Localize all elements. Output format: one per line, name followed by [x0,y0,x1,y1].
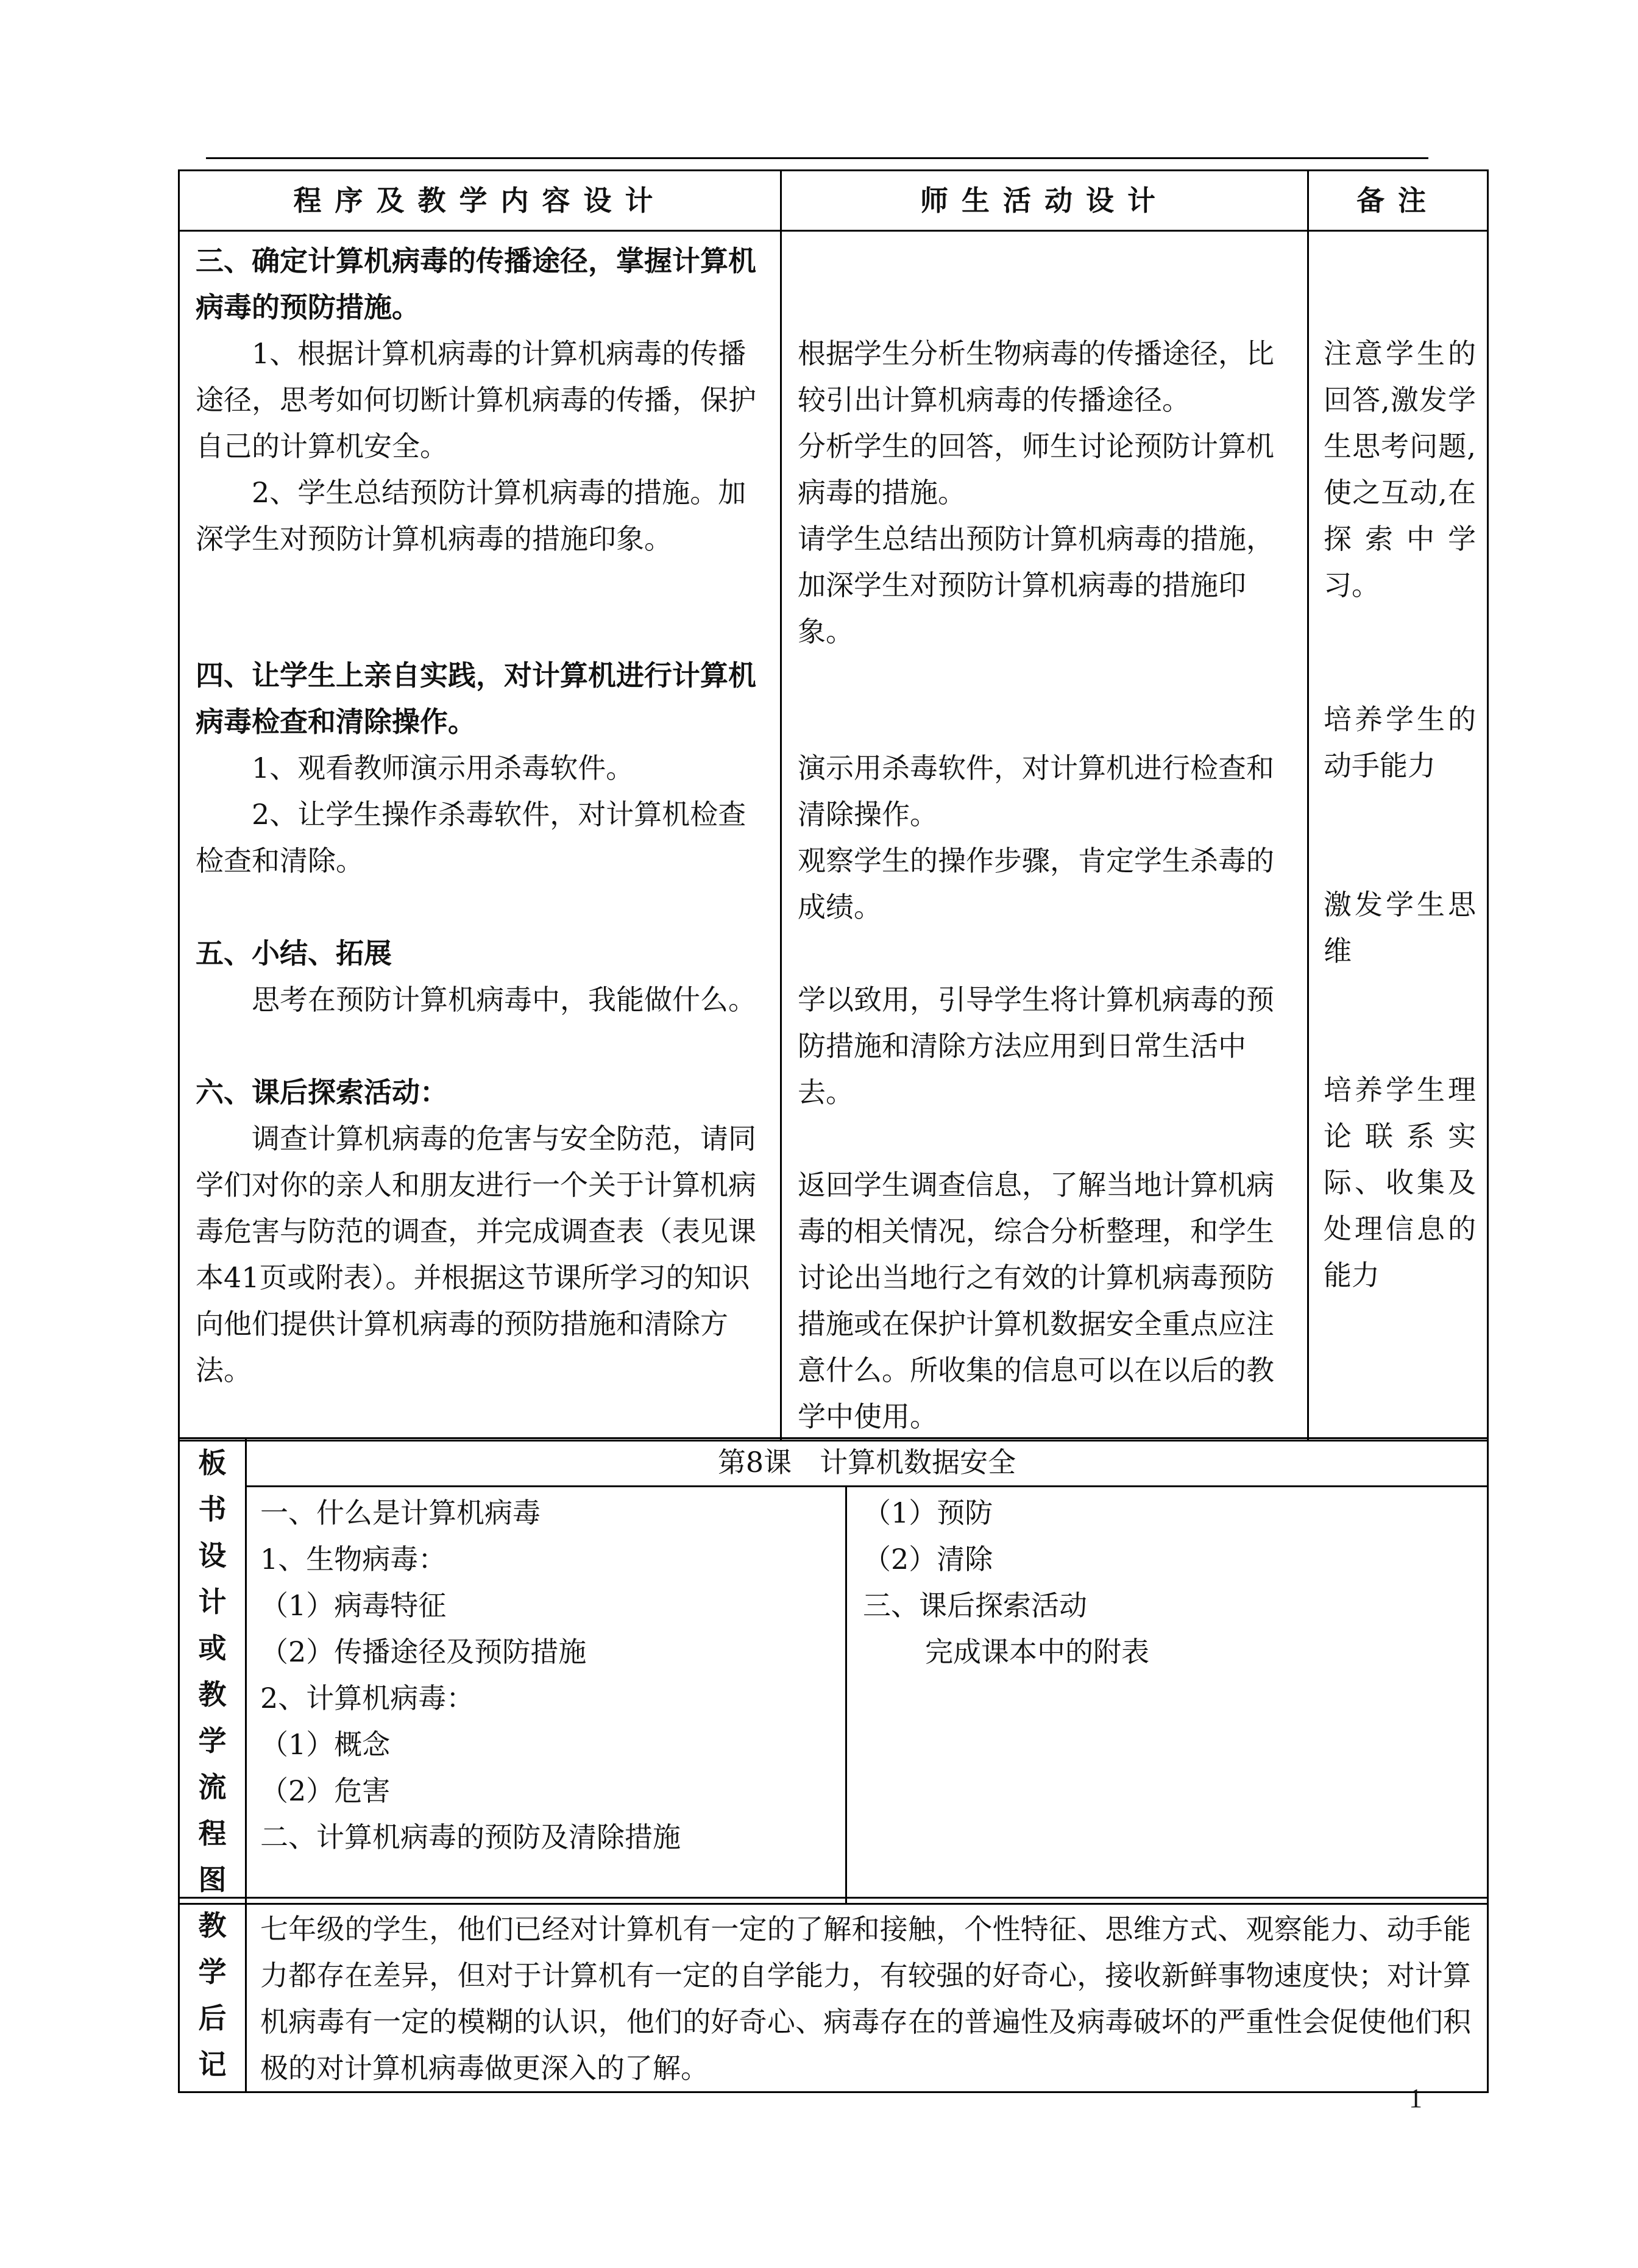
content-design-cell [179,231,781,1441]
section-title: 五、小结、拓展 [196,937,392,970]
board-label-text: 板书设计或教学流程图 [198,1446,227,1896]
afterword-row [179,1898,1488,2092]
board-line: 二、计算机病毒的预防及清除措施 [260,1821,681,1854]
board-title: 第8课 计算机数据安全 [246,1438,1488,1487]
afterword-label [179,1898,246,2092]
board-left-cell [246,1487,846,1904]
section-title: 四、让学生上亲自实践，对计算机进行计算机病毒检查和清除操作。 [196,659,756,738]
board-right-cell [846,1487,1488,1904]
activity-design-cell [781,231,1308,1441]
note-text: 激发学生思维 [1324,888,1476,967]
board-line: 三、课后探索活动 [863,1589,1087,1622]
section-item: 思考在预防计算机病毒中，我能做什么。 [252,983,756,1016]
activity-text: 学以致用，引导学生将计算机病毒的预防措施和清除方法应用到日常生活中去。 [798,983,1274,1109]
board-line: 2、计算机病毒： [260,1682,475,1715]
board-line: （2）清除 [863,1543,993,1576]
section-title: 三、确定计算机病毒的传播途径，掌握计算机病毒的预防措施。 [196,244,756,324]
board-title-row [179,1438,1488,1487]
note-text: 培养学生理论联系实际、收集及处理信息的能力 [1324,1073,1476,1292]
section-item: 2、学生总结预防计算机病毒的措施。加深学生对预防计算机病毒的措施印象。 [196,476,746,555]
table-row-main [179,231,1488,1441]
board-line: （2）危害 [260,1774,391,1807]
activity-text: 演示用杀毒软件，对计算机进行检查和清除操作。 [798,752,1274,831]
board-line: 一、什么是计算机病毒 [260,1496,541,1529]
table-header-row [179,171,1488,231]
section-item: 2、让学生操作杀毒软件，对计算机检查检查和清除。 [196,798,746,877]
header-notes: 备注 [1308,171,1488,231]
note-text: 培养学生的动手能力 [1324,703,1476,782]
board-line: （1）病毒特征 [260,1589,447,1622]
activity-text: 分析学生的回答，师生讨论预防计算机病毒的措施。 [798,430,1274,509]
section-item: 1、根据计算机病毒的计算机病毒的传播途径，思考如何切断计算机病毒的传播，保护自己的计算机安全。 [196,337,756,463]
board-body-row [179,1487,1488,1904]
board-line: （1）概念 [260,1728,391,1761]
lesson-plan-table [178,169,1489,1441]
header-content-design: 程序及教学内容设计 [179,171,781,231]
activity-text: 观察学生的操作步骤，肯定学生杀毒的成绩。 [798,844,1274,923]
activity-text: 请学生总结出预防计算机病毒的措施，加深学生对预防计算机病毒的措施印象。 [798,522,1274,648]
header-rule [206,157,1428,159]
notes-cell [1308,231,1488,1441]
afterword-table [178,1897,1489,2093]
page-number: 1 [1409,2083,1422,2113]
afterword-label-text: 教学后记 [198,1909,227,2081]
section-title: 六、课后探索活动： [196,1076,448,1109]
header-activity-design: 师生活动设计 [781,171,1308,231]
board-design-label [179,1438,246,1904]
board-line: 1、生物病毒： [260,1543,447,1576]
note-text: 注意学生的回答,激发学生思考问题,使之互动,在探索中学习。 [1324,337,1476,602]
afterword-text: 七年级的学生，他们已经对计算机有一定的了解和接触，个性特征、思维方式、观察能力、动手能力都存在差异，但对于计算机有一定的自学能力，有较强的好奇心，接收新鲜事物速度快；对计算机病毒有一定的模糊的认识，他们的好奇心、病毒存在的普遍性及病毒破坏的严重性会促使他们积极的对计算机病毒做更深入的了解。 [246,1898,1488,2092]
section-item: 调查计算机病毒的危害与安全防范，请同学们对你的亲人和朋友进行一个关于计算机病毒危害与防范的调查，并完成调查表（表见课本41页或附表）。并根据这节课所学习的知识向他们提供计算机病毒的预防措施和清除方法。 [196,1122,756,1387]
board-line: （2）传播途径及预防措施 [260,1635,587,1668]
activity-text: 根据学生分析生物病毒的传播途径，比较引出计算机病毒的传播途径。 [798,337,1274,416]
activity-text: 返回学生调查信息，了解当地计算机病毒的相关情况，综合分析整理，和学生讨论出当地行之有效的计算机病毒预防措施或在保护计算机数据安全重点应注意什么。所收集的信息可以在以后的教学中使用。 [798,1168,1274,1433]
board-design-table [178,1437,1489,1905]
section-item: 1、观看教师演示用杀毒软件。 [252,752,634,784]
board-line: 完成课本中的附表 [925,1635,1149,1668]
board-line: （1）预防 [863,1496,993,1529]
